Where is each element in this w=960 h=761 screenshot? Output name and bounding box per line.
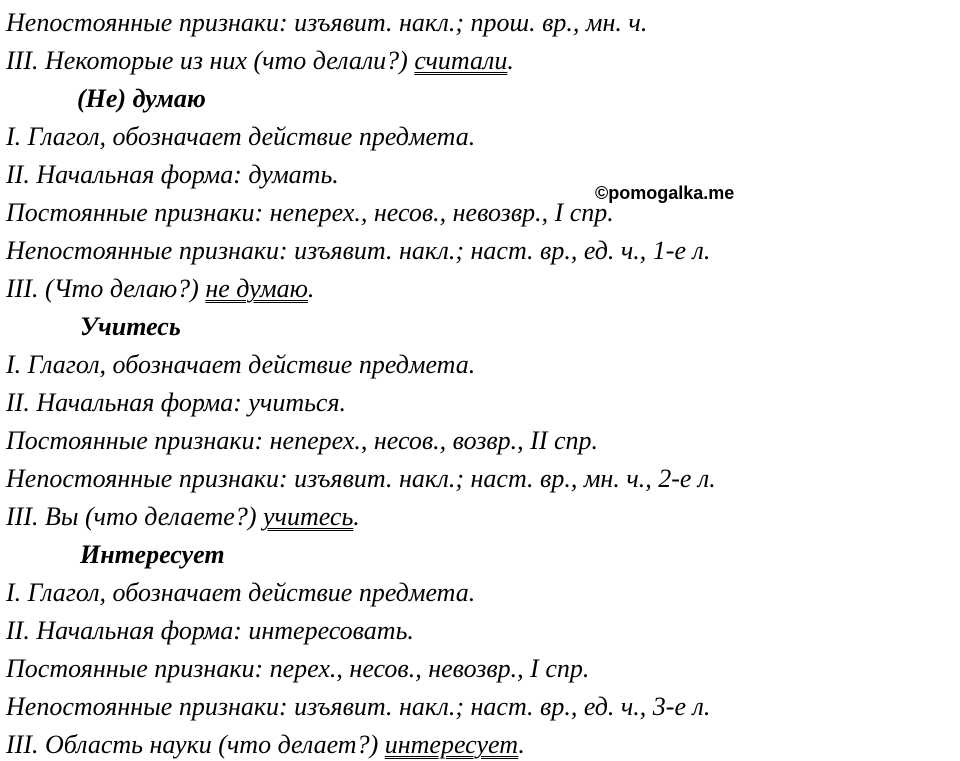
text-line <box>6 616 414 646</box>
text-line <box>6 388 346 418</box>
text-line <box>6 350 475 380</box>
text-line <box>6 464 716 494</box>
line-text: I. Глагол, обозначает действие предмета. <box>6 122 476 151</box>
line-text: Непостоянные признаки: изъявит. накл.; наст. вр., ед. ч., 3-е л. <box>6 692 711 721</box>
text-line <box>6 730 525 760</box>
line-text: II. Начальная форма: интересовать. <box>6 616 414 645</box>
line-text: . <box>518 730 525 759</box>
section-heading: Интересует <box>80 540 225 569</box>
predicate-word: не думаю <box>205 274 308 303</box>
section-heading: Учитесь <box>80 312 181 341</box>
line-text: III. Некоторые из них (что делали?) <box>6 46 415 75</box>
text-line <box>6 8 647 38</box>
line-text: Постоянные признаки: неперех., несов., возвр., II спр. <box>6 426 599 455</box>
text-line <box>6 122 475 152</box>
line-text: . <box>307 274 315 303</box>
section-heading: (Не) думаю <box>77 84 206 113</box>
line-text: III. Область науки (что делает?) <box>6 730 385 759</box>
line-text: Непостоянные признаки: изъявит. накл.; наст. вр., ед. ч., 1-е л. <box>6 236 711 265</box>
text-line <box>6 46 514 76</box>
line-text: Непостоянные признаки: изъявит. накл.; прош. вр., мн. ч. <box>6 8 648 37</box>
text-line <box>6 274 314 304</box>
line-text: Постоянные признаки: неперех., несов., невозвр., I спр. <box>6 198 614 227</box>
text-line <box>6 426 598 456</box>
text-line <box>6 160 339 190</box>
line-text: . <box>507 46 514 75</box>
text-line <box>6 578 475 608</box>
text-line <box>6 692 710 722</box>
predicate-word: учитесь <box>263 502 354 531</box>
predicate-word: считали <box>414 46 508 75</box>
line-text: III. (Что делаю?) <box>6 274 206 303</box>
predicate-word: интересует <box>384 730 519 759</box>
line-text: Постоянные признаки: перех., несов., невозвр., I спр. <box>6 654 590 683</box>
line-text: II. Начальная форма: думать. <box>6 160 339 189</box>
line-text: I. Глагол, обозначает действие предмета. <box>6 578 476 607</box>
text-line <box>6 236 710 266</box>
line-text: Непостоянные признаки: изъявит. накл.; наст. вр., мн. ч., 2-е л. <box>6 464 716 493</box>
line-text: II. Начальная форма: учиться. <box>6 388 347 417</box>
line-text: III. Вы (что делаете?) <box>6 502 263 531</box>
watermark: ©pomogalka.me <box>595 183 735 203</box>
text-line <box>6 198 614 228</box>
text-line <box>6 502 360 532</box>
text-line <box>6 654 589 684</box>
line-text: I. Глагол, обозначает действие предмета. <box>6 350 476 379</box>
line-text: . <box>353 502 360 531</box>
